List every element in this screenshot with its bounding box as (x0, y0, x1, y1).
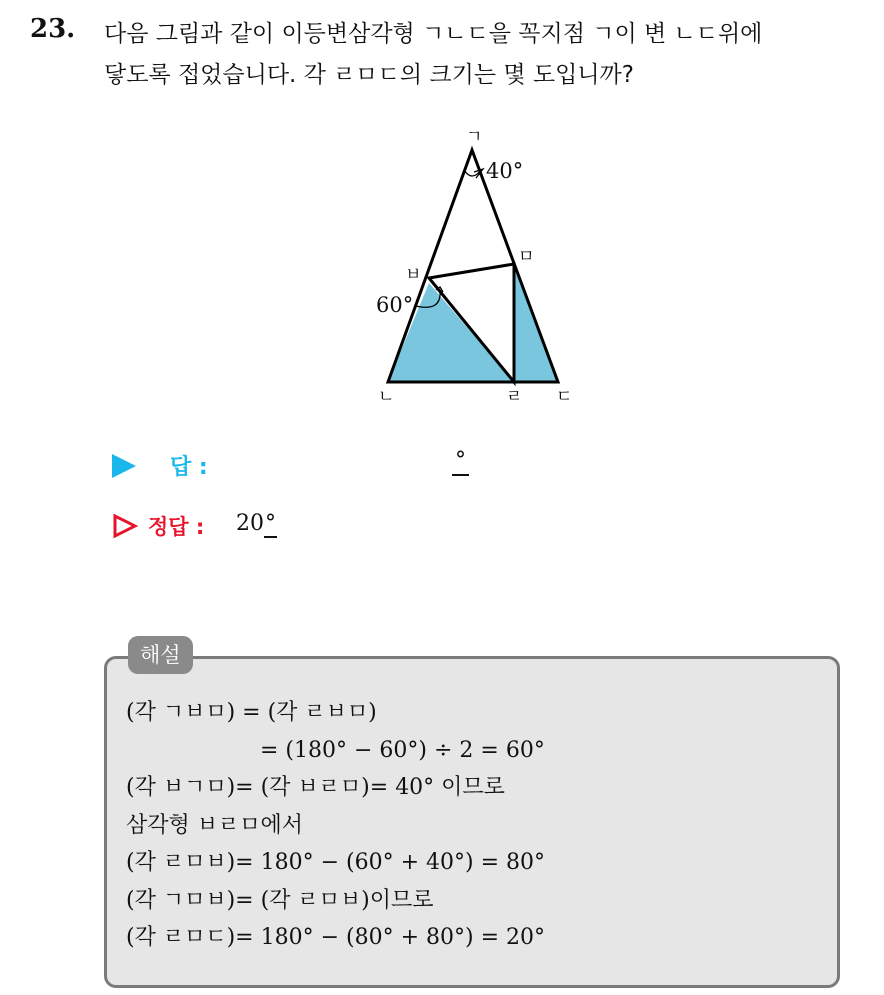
answer-row (112, 448, 512, 484)
folded-triangle-figure (360, 120, 600, 410)
label-bottom-left-vertex: ㄴ (378, 387, 395, 407)
question-number: 23. (30, 14, 76, 44)
correct-answer-value (236, 511, 277, 536)
question-line-2: 닿도록 접었습니다. 각 ㄹㅁㄷ의 크기는 몇 도입니까? (104, 62, 634, 88)
label-bottom-right-vertex: ㄷ (556, 387, 573, 407)
explanation-line: (각 ㄹㅁㄷ)= 180° − (80° + 80°) = 20° (126, 925, 545, 950)
angle-left-value: 60° (376, 293, 414, 317)
angle-top-value: 40° (486, 159, 524, 183)
label-top-vertex: ㄱ (466, 127, 483, 147)
filled-triangle-icon (112, 454, 136, 478)
answer-blank[interactable]: ° (452, 448, 469, 476)
label-fold-point: ㄹ (506, 387, 523, 407)
explanation-tag: 해설 (128, 636, 193, 674)
explanation-line: 삼각형 ㅂㄹㅁ에서 (126, 812, 304, 838)
explanation-line: (각 ㅂㄱㅁ)= (각 ㅂㄹㅁ)= 40° 이므로 (126, 775, 505, 800)
explanation-lines (126, 694, 826, 957)
label-right-side-point: ㅁ (518, 247, 535, 267)
correct-value-unit: ° (265, 511, 276, 536)
correct-answer-row (112, 508, 512, 544)
explanation-line: (각 ㄱㅁㅂ)= (각 ㄹㅁㅂ)이므로 (126, 887, 434, 913)
label-left-side-point: ㅂ (405, 265, 422, 285)
question-line-1: 다음 그림과 같이 이등변삼각형 ㄱㄴㄷ을 꼭지점 ㄱ이 변 ㄴㄷ위에 (104, 21, 763, 47)
answer-label: 답 : (170, 455, 208, 480)
explanation-line: (각 ㄹㅁㅂ)= 180° − (60° + 40°) = 80° (126, 850, 545, 875)
outline-triangle-icon (112, 513, 138, 539)
explanation-line: = (180° − 60°) ÷ 2 = 60° (260, 737, 545, 763)
correct-answer-label: 정답 : (148, 515, 205, 539)
explanation-line: (각 ㄱㅂㅁ) = (각 ㄹㅂㅁ) (126, 700, 377, 725)
question-text (104, 14, 874, 96)
correct-value-number: 20 (236, 511, 264, 536)
